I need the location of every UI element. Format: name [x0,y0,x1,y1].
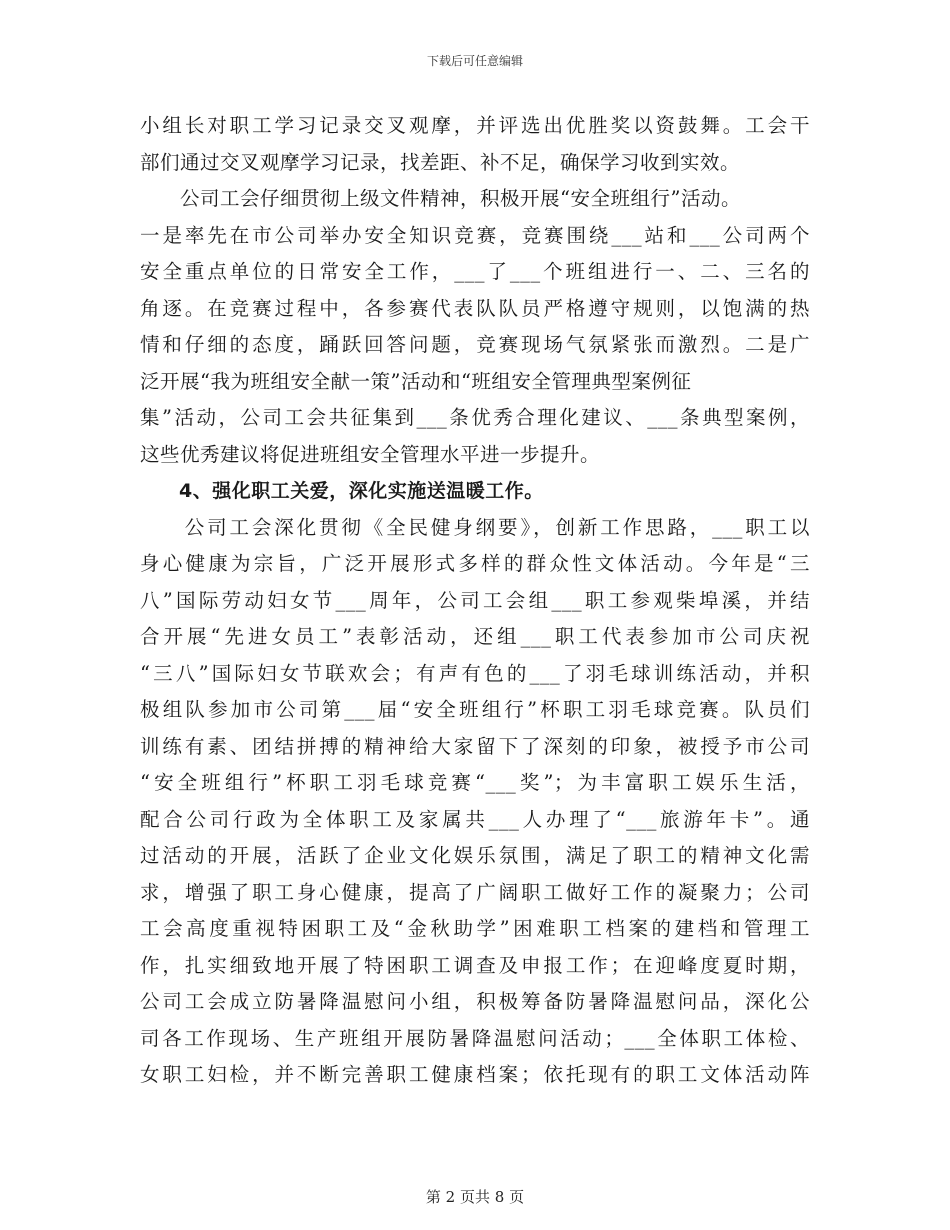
document-body [140,108,810,1094]
text-line: 配合公司行政为全体职工及家属共___人办理了“___旅游年卡”。通 [140,807,810,831]
text-line: 小组长对职工学习记录交叉观摩，并评选出优胜奖以资鼓舞。工会干 [140,114,810,137]
text-line: 公司工会成立防暑降温慰问小组，积极筹备防暑降温慰问品，深化公 [140,990,810,1013]
text-line: 女职工妇检，并不断完善职工健康档案；依托现有的职工文体活动阵 [140,1063,810,1086]
text-line: 集”活动，公司工会共征集到___条优秀合理化建议、___条典型案例， [140,406,810,429]
text-line: 安全重点单位的日常安全工作，___了___个班组进行一、二、三名的 [140,260,810,283]
text-line: 训练有素、团结拼搏的精神给大家留下了深刻的印象，被授予市公司 [140,734,810,758]
text-line: 公司工会深化贯彻《全民健身纲要》，创新工作思路，___职工以 [140,515,810,539]
text-line: 这些优秀建议将促进班组安全管理水平进一步提升。 [140,442,601,466]
text-line: “三八”国际妇女节联欢会；有声有色的___了羽毛球训练活动，并积 [140,661,810,685]
text-line: 合开展“先进女员工”表彰活动，还组___职工代表参加市公司庆祝 [140,625,810,648]
text-line: 过活动的开展，活跃了企业文化娱乐氛围，满足了职工的精神文化需 [140,844,810,867]
text-line: 部们通过交叉观摩学习记录，找差距、补不足，确保学习收到实效。 [140,150,741,174]
text-line: 泛开展“我为班组安全献一策”活动和“班组安全管理典型案例征 [140,369,692,393]
text-line: 情和仔细的态度，踊跃回答问题，竞赛现场气氛紧张而激烈。二是广 [140,333,810,356]
section-heading: 4、强化职工关爱，深化实施送温暖工作。 [140,480,544,502]
page-header: 下载后可任意编辑 [426,54,523,68]
text-line: 一是率先在市公司举办安全知识竞赛，竞赛围绕___站和___公司两个 [140,223,810,247]
text-line: 司各工作现场、生产班组开展防暑降温慰问活动；___全体职工体检、 [140,1026,810,1050]
text-line: 极组队参加市公司第___届“安全班组行”杯职工羽毛球竞赛。队员们 [140,698,810,721]
text-line: 八”国际劳动妇女节___周年，公司工会组___职工参观柴埠溪，并结 [140,588,810,612]
page-footer: 第 2 页共 8 页 [425,1188,525,1206]
text-line: “安全班组行”杯职工羽毛球竞赛“___奖”；为丰富职工娱乐生活， [140,771,810,794]
text-line: 工会高度重视特困职工及“金秋助学”困难职工档案的建档和管理工 [140,917,810,940]
text-line: 角逐。在竞赛过程中，各参赛代表队队员严格遵守规则，以饱满的热 [140,296,810,320]
text-line: 身心健康为宗旨，广泛开展形式多样的群众性文体活动。今年是“三 [140,552,810,575]
text-line: 求，增强了职工身心健康，提高了广阔职工做好工作的凝聚力；公司 [140,880,810,904]
text-line: 公司工会仔细贯彻上级文件精神，积极开展“安全班组行”活动。 [140,187,741,210]
text-line: 作，扎实细致地开展了特困职工调查及申报工作；在迎峰度夏时期， [140,953,810,977]
